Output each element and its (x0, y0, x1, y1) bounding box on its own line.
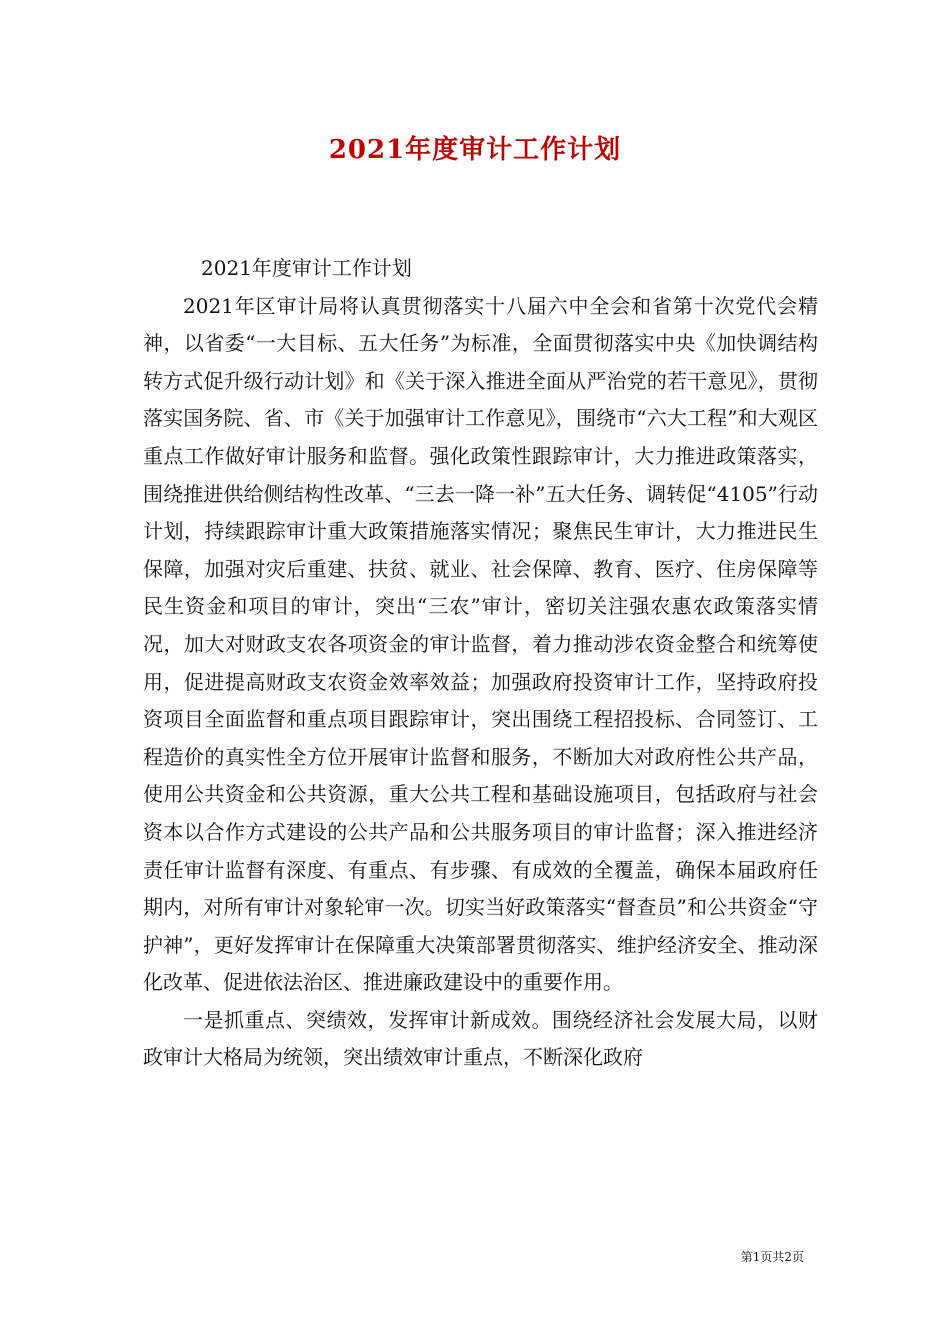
paragraph-2: 一是抓重点、突绩效，发挥审计新成效。围绕经济社会发展大局，以财政审计大格局为统领，突出绩效审计重点，不断深化政府 (143, 1007, 818, 1070)
document-body (143, 250, 818, 1077)
document-title: 2021年度审计工作计划 (328, 135, 622, 165)
document-subtitle: 2021年度审计工作计划 (201, 256, 412, 280)
paragraph-1: 2021年区审计局将认真贯彻落实十八届六中全会和省第十次党代会精神，以省委“一大目标、五大任务”为标准，全面贯彻落实中央《加快调结构转方式促升级行动计划》和《关于深入推进全面从严治党的若干意见》，贯彻落实国务院、省、市《关于加强审计工作意见》，围绕市“六大工程”和大观区重点工作做好审计服务和监督。强化政策性跟踪审计，大力推进政策落实，围绕推进供给侧结构性改革、“三去一降一补”五大任务、调转促“4105”行动计划，持续跟踪审计重大政策措施落实情况；聚焦民生审计，大力推进民生保障，加强对灾后重建、扶贫、就业、社会保障、教育、医疗、住房保障等民生资金和项目的审计，突出“三农”审计，密切关注强农惠农政策落实情况，加大对财政支农各项资金的审计监督，着力推动涉农资金整合和统筹使用，促进提高财政支农资金效率效益；加强政府投资审计工作，坚持政府投资项目全面监督和重点项目跟踪审计，突出围绕工程招投标、合同签订、工程造价的真实性全方位开展审计监督和服务，不断加大对政府性公共产品，使用公共资金和公共资源，重大公共工程和基础设施项目，包括政府与社会资本以合作方式建设的公共产品和公共服务项目的审计监督；深入推进经济责任审计监督有深度、有重点、有步骤、有成效的全覆盖，确保本届政府任期内，对所有审计对象轮审一次。切实当好政策落实“督查员”和公共资金“守护神”，更好发挥审计在保障重大决策部署贯彻落实、维护经济安全、推动深化改革、促进依法治区、推进廉政建设中的重要作用。 (143, 293, 818, 995)
page-number: 第1页共2页 (740, 1250, 804, 1264)
